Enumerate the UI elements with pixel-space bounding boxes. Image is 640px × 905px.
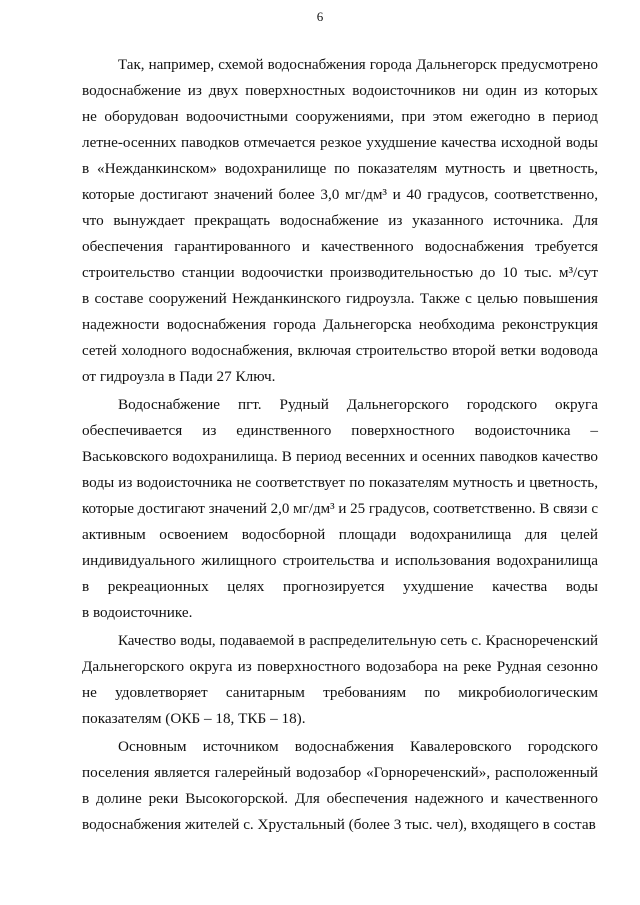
text-line: активным освоением водосборной площади водохранилища для целей [82,526,598,543]
text-line: что вынуждает прекращать водоснабжение из указанного источника. Для [82,212,598,229]
text-line: в водоисточнике. [82,604,193,621]
paragraph [82,734,598,838]
text-line: Водоснабжение пгт. Рудный Дальнегорского городского округа [118,396,598,413]
text-line: Васьковского водохранилища. В период весенних и осенних паводков качество [82,448,598,465]
document-body [82,52,598,838]
text-line: в рекреационных целях прогнозируется ухудшение качества воды [82,578,598,595]
text-line: надежности водоснабжения города Дальнегорска необходима реконструкция [82,316,598,333]
paragraph [82,52,598,390]
text-line: в составе сооружений Нежданкинского гидроузла. Также с целью повышения [82,290,598,307]
text-line: обеспечивается из единственного поверхностного водоисточника – [82,422,598,439]
text-line: индивидуального жилищного строительства и использования водохранилища [82,552,598,569]
text-line: в долине реки Высокогорской. Для обеспечения надежного и качественного [82,790,598,807]
text-line: которые достигают значений более 3,0 мг/дм³ и 40 градусов, соответственно, [82,186,598,203]
text-line: не оборудован водоочистными сооружениями, при этом ежегодно в период [82,108,598,125]
text-line: которые достигают значений 2,0 мг/дм³ и 25 градусов, соответственно. В связи с [82,501,598,517]
text-line: летне-осенних паводков отмечается резкое ухудшение качества исходной воды [82,134,598,151]
text-line: водоснабжение из двух поверхностных водоисточников ни один из которых [82,82,598,99]
text-line: водоснабжения жителей с. Хрустальный (более 3 тыс. чел), входящего в состав [82,816,596,833]
text-line: от гидроузла в Пади 27 Ключ. [82,368,276,385]
text-line: в «Нежданкинском» водохранилище по показателям мутность и цветность, [82,160,598,177]
text-line: обеспечения гарантированного и качественного водоснабжения требуется [82,238,598,255]
text-line: поселения является галерейный водозабор «Горнореченский», расположенный [82,764,598,781]
text-line: не удовлетворяет санитарным требованиям по микробиологическим [82,684,598,701]
text-line: Дальнегорского округа из поверхностного водозабора на реке Рудная сезонно [82,658,598,675]
text-line: показателям (ОКБ – 18, ТКБ – 18). [82,710,306,727]
text-line: воды из водоисточника не соответствует по показателям мутность и цветность, [82,474,598,491]
text-line: сетей холодного водоснабжения, включая строительство второй ветки водовода [82,343,598,359]
text-line: строительство станции водоочистки производительностью до 10 тыс. м³/сут [82,264,598,281]
text-line: Так, например, схемой водоснабжения города Дальнегорск предусмотрено [118,57,598,73]
paragraph [82,392,598,626]
text-line: Качество воды, подаваемой в распределительную сеть с. Краснореченский [118,633,598,649]
text-line: Основным источником водоснабжения Кавалеровского городского [118,738,598,755]
page-number: 6 [316,9,324,24]
paragraph [82,628,598,732]
